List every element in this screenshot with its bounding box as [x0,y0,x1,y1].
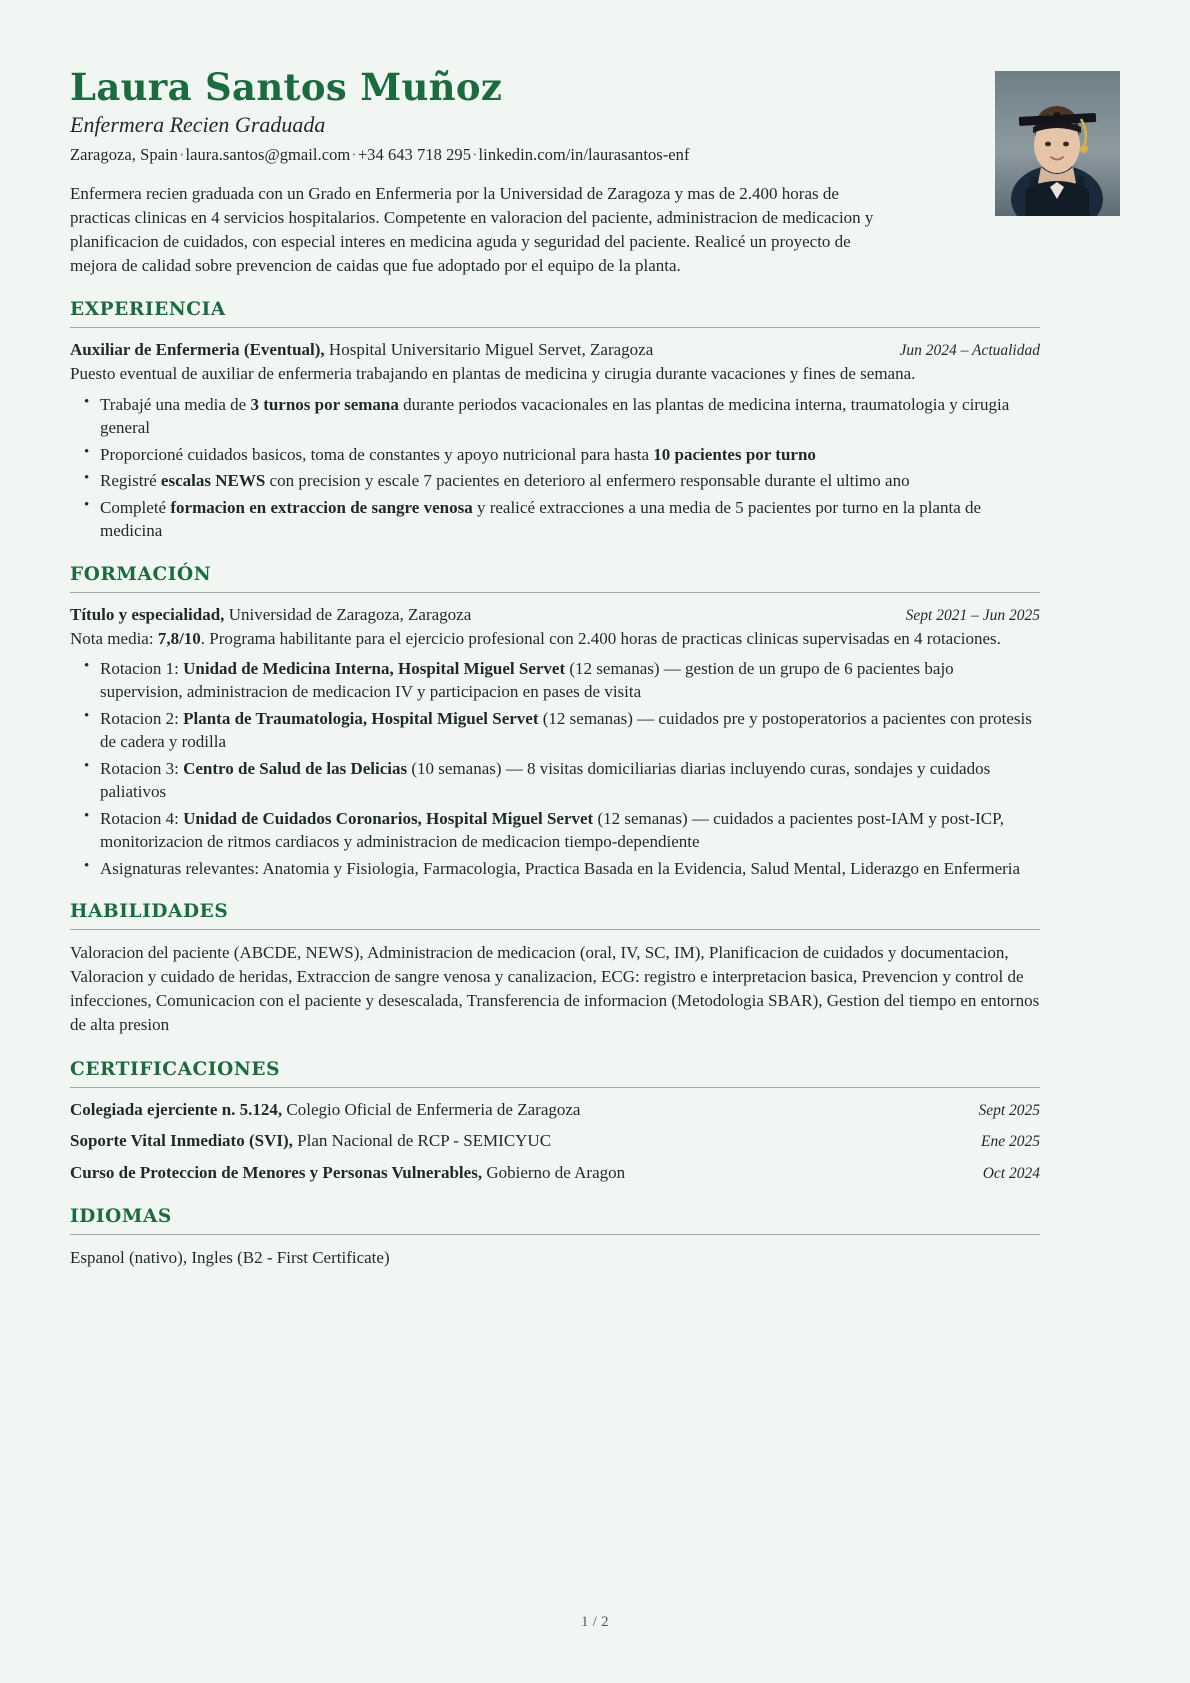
resume-header [70,65,1040,278]
education-bullet-text: Rotacion 3: [100,758,184,778]
education-bullet-text: Rotacion 2: [100,708,184,728]
certification-row [70,1099,1040,1122]
certification-list [70,1099,1040,1186]
certification-name: Curso de Proteccion de Menores y Personas Vulnerables, [70,1163,483,1183]
certification-issuer: Plan Nacional de RCP - SEMICYUC [292,1131,552,1151]
list-item [70,393,1040,440]
section-languages [70,1206,1040,1270]
education-description-text: . Programa habilitante para el ejercicio profesional con 2.400 horas de practicas clinicas supervisadas en 4 rotaciones. [200,628,1001,648]
experience-role-name: Auxiliar de Enfermeria (Eventual), [70,340,325,360]
section-education [70,564,1040,880]
education-bullet-emphasis: Unidad de Cuidados Coronarios, Hospital Miguel Servet [183,808,594,828]
education-bullet-text: (12 semanas) — cuidados pre y postoperatorios a pacientes con protesis de cadera y rodilla [100,708,1032,752]
skills-text: Valoracion del paciente (ABCDE, NEWS), Administracion de medicacion (oral, IV, SC, IM), Planificacion de cuidados y documentacion, Valoracion y cuidado de heridas, Extraccion de sangre venosa y canalizacion, ECG: registro e interpretacion basica, Prevencion y control de infecciones, Comunicacion con el paciente y desescalada, Transferencia de informacion (Metodologia SBAR), Gestion del tiempo en entornos de alta presion [70,943,1040,1035]
certification-issuer: Gobierno de Aragon [482,1163,626,1183]
certification-date: Ene 2025 [981,1133,1040,1151]
education-institution: Universidad de Zaragoza, Zaragoza [224,604,472,624]
experience-bullet-text: Proporcioné cuidados basicos, toma de constantes y apoyo nutricional para hasta [100,444,654,464]
experience-role [70,339,900,362]
section-title-skills: HABILIDADES [70,901,229,923]
experience-entry-list [70,339,1040,542]
experience-date-range: Jun 2024 – Actualidad [899,342,1040,360]
experience-organization: Hospital Universitario Miguel Servet, Zaragoza [324,340,654,360]
contact-phone[interactable]: +34 643 718 295 [357,145,471,165]
page-title: Laura Santos Muñoz [70,65,503,109]
education-bullet-list [70,657,1040,880]
certification-row [70,1130,1040,1153]
professional-headline: Enfermera Recien Graduada [70,111,326,137]
education-entry [70,604,1040,880]
education-description-emphasis: 7,8/10 [157,628,201,648]
page-indicator: 1 / 2 [581,1614,609,1630]
experience-bullet-text: Completé [100,497,171,517]
avatar [995,71,1120,216]
education-bullet-text: Asignaturas relevantes: Anatomia y Fisiologia, Farmacologia, Practica Basada en la Evidencia, Salud Mental, Liderazgo en Enfermeria [100,858,1021,878]
certification-date: Oct 2024 [982,1165,1040,1183]
certification-name: Colegiada ejerciente n. 5.124, [70,1099,283,1119]
education-description [70,627,1040,650]
education-bullet-text: Rotacion 1: [100,658,184,678]
experience-bullet-text: con precision y escale 7 pacientes en deterioro al enfermero responsable durante el ultimo ano [265,471,910,491]
contact-email[interactable]: laura.santos@gmail.com [185,145,351,165]
section-title-certifications: CERTIFICACIONES [70,1058,281,1080]
experience-bullet-emphasis: 3 turnos por semana [250,394,399,414]
graduation-portrait-icon [995,71,1120,216]
education-entry-header [70,604,1040,627]
experience-bullet-text: Registré [100,471,161,491]
education-bullet-text: (10 semanas) — 8 visitas domiciliarias diarias incluyendo curas, sondajes y cuidados paliativos [100,758,991,802]
section-skills [70,901,1040,1038]
certification-label [70,1162,983,1185]
education-degree [70,604,906,627]
section-divider [70,327,1040,328]
education-bullet-emphasis: Centro de Salud de las Delicias [183,758,408,778]
education-degree-name: Título y especialidad, [70,604,225,624]
experience-bullet-text: y realicé extracciones a una media de 5 pacientes por turno en la planta de medicina [100,497,982,541]
section-title-experience: EXPERIENCIA [70,299,226,321]
experience-bullet-emphasis: escalas NEWS [160,471,266,491]
list-item [70,807,1040,854]
section-experience [70,299,1040,542]
experience-bullet-text: Trabajé una media de [100,394,251,414]
list-item [70,496,1040,543]
education-description-text: Nota media: [70,628,158,648]
certification-name: Soporte Vital Inmediato (SVI), [70,1131,293,1151]
contact-separator: · [178,145,185,165]
list-item [70,443,1040,466]
list-item [70,857,1040,880]
experience-description: Puesto eventual de auxiliar de enfermeria trabajando en plantas de medicina y cirugia durante vacaciones y fines de semana. [70,364,916,384]
contact-separator: · [351,145,357,165]
contact-separator: · [472,145,478,165]
certification-label [70,1099,978,1122]
section-divider [70,1087,1040,1088]
experience-entry [70,339,1040,542]
section-title-education: FORMACIÓN [70,563,212,585]
education-bullet-text: (12 semanas) — cuidados a pacientes post-IAM y post-ICP, monitorizacion de ritmos cardiacos y administracion de medicacion tiempo-dependiente [100,808,1004,852]
list-item [70,657,1040,704]
section-divider [70,592,1040,593]
education-date-range: Sept 2021 – Jun 2025 [905,606,1040,624]
section-certifications [70,1059,1040,1186]
section-divider [70,1234,1040,1235]
experience-bullet-text: durante periodos vacacionales en las plantas de medicina interna, traumatologia y cirugia general [100,394,1010,438]
certification-issuer: Colegio Oficial de Enfermeria de Zaragoza [282,1099,581,1119]
experience-bullet-emphasis: formacion en extraccion de sangre venosa [170,497,473,517]
certification-date: Sept 2025 [978,1101,1040,1119]
experience-entry-header [70,339,1040,362]
professional-summary: Enfermera recien graduada con un Grado en Enfermeria por la Universidad de Zaragoza y mas de 2.400 horas de practicas clinicas en 4 servicios hospitalarios. Competente en valoracion del paciente, administracion de medicacion y planificacion de cuidados, con especial interes en medicina aguda y seguridad del paciente. Realicé un proyecto de mejora de calidad sobre prevencion de caidas que fue adoptado por el equipo de la planta. [70,183,874,276]
contact-location: Zaragoza, Spain [70,145,178,165]
experience-bullet-emphasis: 10 pacientes por turno [653,444,816,464]
education-bullet-text: (12 semanas) — gestion de un grupo de 6 pacientes bajo supervision, administracion de medicacion IV y participacion en pases de visita [100,658,954,702]
list-item [70,757,1040,804]
certification-row [70,1162,1040,1185]
languages-text: Espanol (nativo), Ingles (B2 - First Certificate) [70,1248,390,1268]
section-divider [70,929,1040,930]
experience-bullet-list [70,393,1040,543]
resume-content [70,65,1040,1270]
contact-line [70,145,1040,166]
education-bullet-text: Rotacion 4: [100,808,184,828]
list-item [70,707,1040,754]
education-bullet-emphasis: Unidad de Medicina Interna, Hospital Miguel Servet [183,658,566,678]
certification-label [70,1130,981,1153]
education-bullet-emphasis: Planta de Traumatologia, Hospital Miguel Servet [183,708,539,728]
list-item [70,469,1040,492]
section-title-languages: IDIOMAS [70,1206,172,1228]
contact-linkedin[interactable]: linkedin.com/in/laurasantos-enf [478,145,690,165]
education-entry-list [70,604,1040,880]
